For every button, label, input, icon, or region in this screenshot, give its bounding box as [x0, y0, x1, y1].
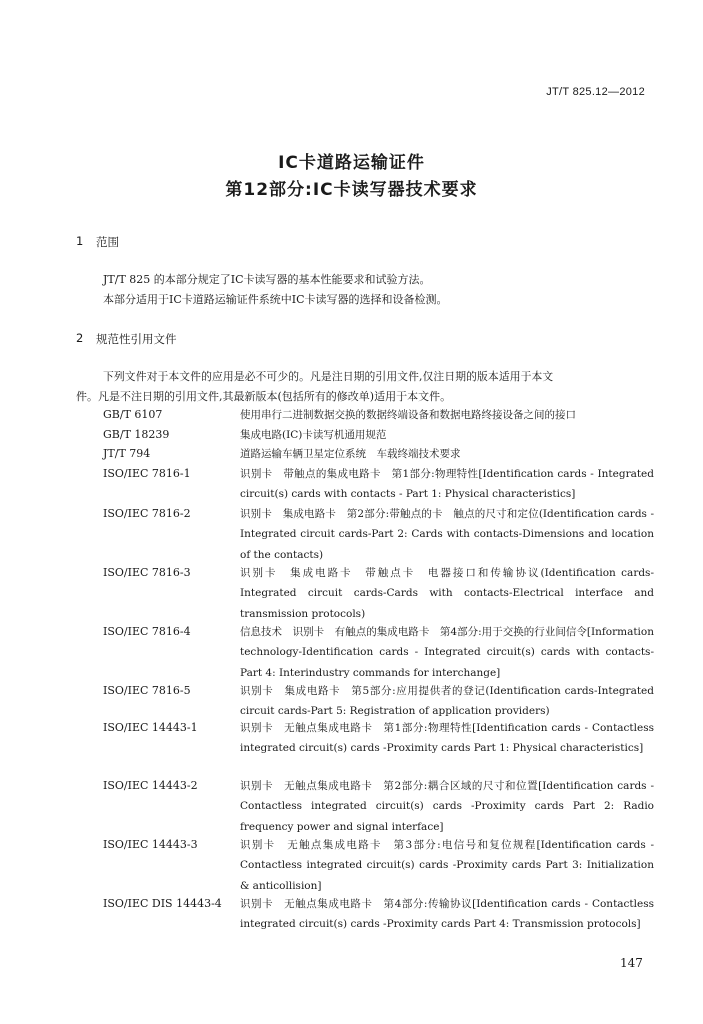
section-1-heading: 范围	[96, 235, 119, 249]
ref-desc: 识别卡 无触点集成电路卡 第3部分:电信号和复位规程[Identification cards - Contactless integrated circuit(s) cards -Proximity cards Part 3: Initialization & anticollision]	[240, 839, 654, 892]
ref-code: GB/T 18239	[103, 428, 170, 441]
section-1-para-2: 本部分适用于IC卡道路运输证件系统中IC卡读写器的选择和设备检测。	[103, 293, 448, 306]
section-2-intro-line2: 件。凡是不注日期的引用文件,其最新版本(包括所有的修改单)适用于本文件。	[76, 390, 452, 403]
ref-code: ISO/IEC 7816-2	[103, 507, 191, 520]
ref-code: ISO/IEC 7816-3	[103, 566, 191, 579]
section-2-intro-line1: 下列文件对于本文件的应用是必不可少的。凡是注日期的引用文件,仅注日期的版本适用于本文	[103, 370, 554, 383]
section-1-para-1: JT/T 825 的本部分规定了IC卡读写器的基本性能要求和试验方法。	[103, 273, 431, 286]
ref-code: JT/T 794	[103, 447, 151, 460]
ref-code: ISO/IEC 14443-1	[103, 721, 198, 734]
ref-code: ISO/IEC 7816-4	[103, 625, 191, 638]
ref-code: ISO/IEC 7816-5	[103, 684, 191, 697]
ref-desc: 识别卡 无触点集成电路卡 第4部分:传输协议[Identification cards - Contactless integrated circuit(s) cards -Proximity cards Part 4: Transmission protocols]	[240, 898, 654, 931]
ref-desc: 识别卡 集成电路卡 第5部分:应用提供者的登记(Identification cards-Integrated circuit cards-Part 5: Registration of application providers)	[240, 685, 654, 718]
ref-desc: 道路运输车辆卫星定位系统 车载终端技术要求	[240, 448, 461, 460]
ref-code: ISO/IEC 7816-1	[103, 467, 191, 480]
ref-code: GB/T 6107	[103, 408, 163, 421]
doc-title-line1: IC卡道路运输证件	[278, 153, 425, 173]
ref-desc: 识别卡 带触点的集成电路卡 第1部分:物理特性[Identification cards - Integrated circuit(s) cards with contacts - Part 1: Physical characteristics]	[240, 468, 654, 501]
section-2-heading: 规范性引用文件	[96, 332, 177, 346]
ref-desc: 信息技术 识别卡 有触点的集成电路卡 第4部分:用于交换的行业间信令[Information technology-Identification cards - Integrated circuit(s) cards with contacts-Part 4: Interindustry commands for interchange]	[240, 626, 654, 679]
ref-desc: 集成电路(IC)卡读写机通用规范	[240, 429, 387, 441]
ref-desc: 识别卡 集成电路卡 带触点卡 电器接口和传输协议(Identification cards-Integrated circuit cards-Cards with contacts-Electrical interface and transmission protocols)	[240, 567, 654, 620]
ref-desc: 识别卡 无触点集成电路卡 第2部分:耦合区域的尺寸和位置[Identification cards - Contactless integrated circuit(s) cards -Proximity cards Part 2: Radio frequency power and signal interface]	[240, 780, 654, 833]
section-2-number: 2	[76, 331, 84, 345]
section-1-number: 1	[76, 234, 84, 248]
ref-desc: 识别卡 无触点集成电路卡 第1部分:物理特性[Identification cards - Contactless integrated circuit(s) cards -Proximity cards Part 1: Physical characteristics]	[240, 722, 654, 755]
page-number: 147	[620, 956, 643, 970]
ref-code: ISO/IEC 14443-3	[103, 838, 198, 851]
ref-desc: 识别卡 集成电路卡 第2部分:带触点的卡 触点的尺寸和定位(Identification cards - Integrated circuit cards-Part 2: Cards with contacts-Dimensions and location of the contacts)	[240, 508, 654, 561]
standard-number: JT/T 825.12—2012	[546, 86, 645, 98]
ref-desc: 使用串行二进制数据交换的数据终端设备和数据电路终接设备之间的接口	[240, 409, 576, 421]
ref-code: ISO/IEC DIS 14443-4	[103, 897, 222, 910]
ref-code: ISO/IEC 14443-2	[103, 779, 198, 792]
doc-title-line2: 第12部分:IC卡读写器技术要求	[225, 180, 478, 200]
